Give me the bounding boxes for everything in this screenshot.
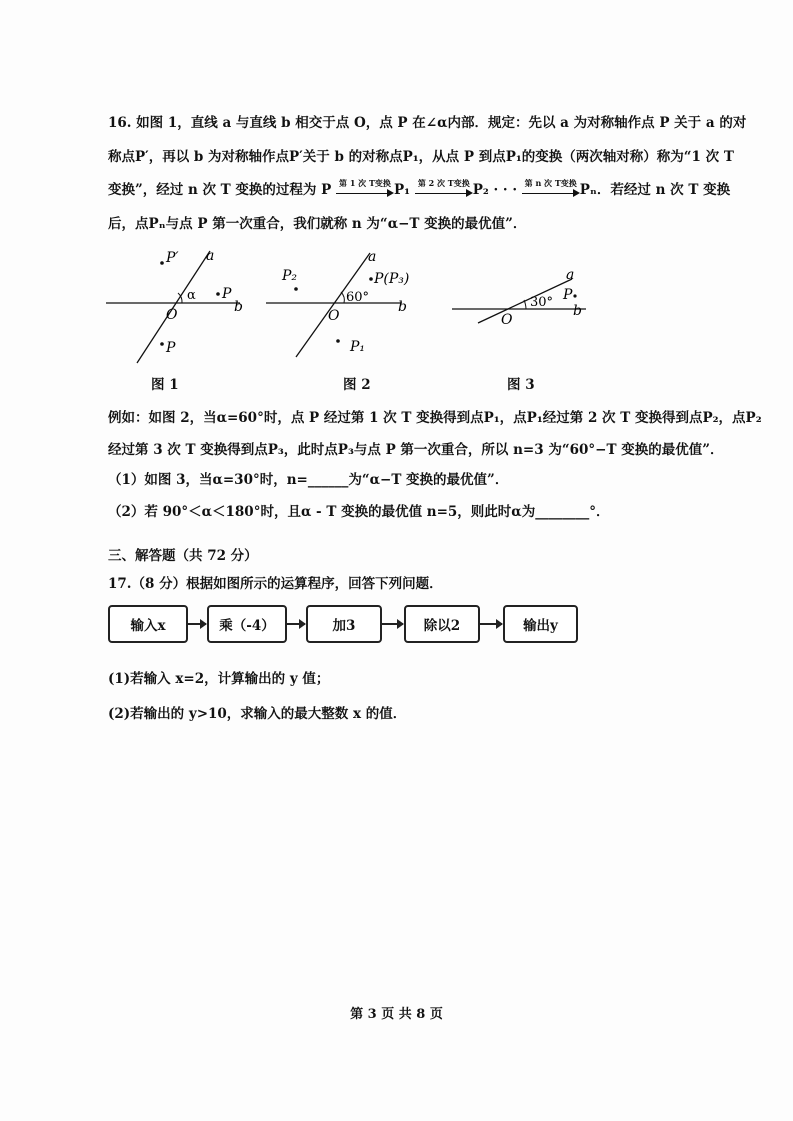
q16-line3 [108,178,730,198]
label-b: b [573,303,582,319]
label-alpha: α [187,288,196,303]
line-a [478,279,572,323]
page-footer: 第 3 页 共 8 页 [350,1007,443,1022]
transform-arrow-n: 第 n 次 T变换 [522,184,580,198]
q16-line3-post: ．若经过 n 次 T 变换 [596,182,731,198]
point-p2 [294,287,298,291]
label-p-p3: P(P₃) [374,271,410,287]
point-p1: P₁ [393,182,411,198]
transform-arrow-2: 第 2 次 T变换 [415,184,473,198]
flow-arrow [382,623,403,625]
point-p-prime [160,261,164,265]
point-pn: Pₙ [579,182,597,198]
q16-line4: 后，点Pₙ与点 P 第一次重合，我们就称 n 为“α−T 变换的最优值”． [108,216,527,232]
figure-2-caption: 图 2 [343,377,371,393]
label-a: a [368,249,377,265]
flow-box-input: 输入x [108,605,188,643]
label-p2: P₂ [282,268,298,284]
flow-arrow [188,623,206,625]
figure-3 [448,262,598,332]
label-b: b [398,299,407,315]
label-b: b [234,299,243,315]
point-p [573,294,576,297]
q16-sub2: （2）若 90°＜α＜180°时，且α - T 变换的最优值 n=5，则此时α为________°． [108,504,610,520]
label-o: O [166,307,178,323]
flow-arrow [287,623,305,625]
point-p-low [160,342,164,346]
q16-line2: 称点P′，再以 b 为对称轴作点P′关于 b 的对称点P₁，从点 P 到点P₁的变换（两次轴对称）称为“1 次 T [108,149,734,165]
figure-3-caption: 图 3 [507,377,535,393]
label-a: a [206,248,215,264]
q16-line1: 16. 如图 1，直线 a 与直线 b 相交于点 O，点 P 在∠α内部．规定：先以 a 为对称轴作点 P 关于 a 的对 [108,115,747,131]
flow-box-multiply: 乘（-4） [207,605,287,643]
example-line1: 例如：如图 2，当α=60°时，点 P 经过第 1 次 T 变换得到点P₁，点P₁经过第 2 次 T 变换得到点P₂，点P₂ [108,410,762,426]
example-line2: 经过第 3 次 T 变换得到点P₃，此时点P₃与点 P 第一次重合，所以 n=3 为“60°−T 变换的最优值”． [108,442,724,458]
label-p-prime: P′ [166,250,179,266]
label-o: O [328,308,340,324]
section-heading: 三、解答题（共 72 分） [108,548,258,564]
flow-box-divide: 除以2 [404,605,480,643]
figure-1-caption: 图 1 [151,377,179,393]
flow-arrow [480,623,502,625]
label-60: 60° [346,290,370,305]
label-p1: P₁ [350,339,366,355]
label-p: P [563,287,573,303]
flow-box-output: 输出y [503,605,578,643]
transform-arrow-1: 第 1 次 T变换 [336,184,394,198]
label-p-low: P [166,340,176,356]
q17-sub2: (2)若输出的 y>10，求输入的最大整数 x 的值． [108,706,407,722]
q16-sub1: （1）如图 3，当α=30°时，n=______为“α−T 变换的最优值”． [108,472,509,488]
label-p: P [222,286,232,302]
label-a: a [566,267,575,283]
point-p [216,292,220,296]
point-p-p3 [369,277,373,281]
flow-box-add: 加3 [306,605,382,643]
point-p1 [336,339,340,343]
point-p2: P₂ · · · [472,182,518,198]
label-o: O [501,312,513,328]
q16-line3-pre: 变换”，经过 n 次 T 变换的过程为 P [108,182,332,198]
q17-sub1: (1)若输入 x=2，计算输出的 y 值； [108,671,330,687]
q17-title: 17.（8 分）根据如图所示的运算程序，回答下列问题． [108,576,443,592]
figure-2 [260,245,420,370]
label-30: 30° [530,295,554,310]
figure-1 [100,245,260,370]
